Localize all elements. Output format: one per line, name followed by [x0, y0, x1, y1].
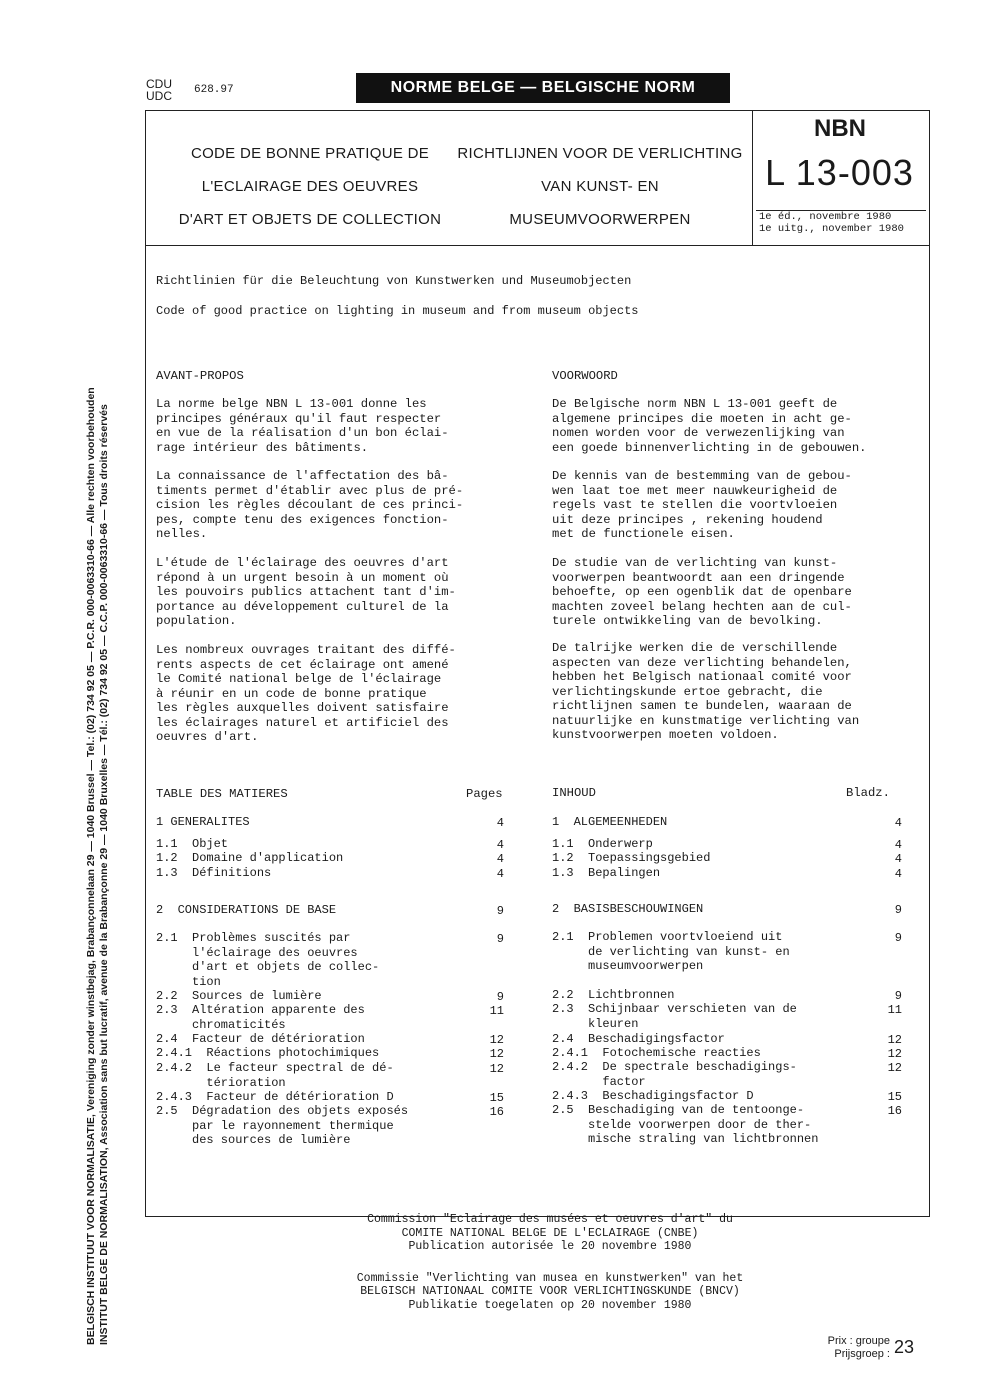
toc-nl-heading: INHOUD: [552, 786, 596, 800]
toc-entry: 2.4 Beschadigingsfactor: [552, 1032, 725, 1046]
toc-entry: 2.1 Problemen voortvloeiend uit de verlichting van kunst- en museumvoorwerpen: [552, 930, 790, 973]
toc-page-number: 4: [894, 852, 902, 866]
foreword-nl-heading: VOORWOORD: [552, 369, 618, 383]
title-de: Richtlinien für die Beleuchtung von Kunstwerken und Museumobjecten: [156, 274, 632, 288]
toc-fr-pages-label: Pages: [466, 787, 503, 801]
toc-entry: 2.4.2 Le facteur spectral de dé- térioration: [156, 1061, 394, 1090]
toc-page-number: 12: [887, 1047, 902, 1061]
foreword-nl-p2: De kennis van de bestemming van de gebou- wen laat toe met meer nauwkeurigheid de regels vast te stellen die voortvloeien uit deze principes , rekening houdend met de functionele eisen.: [552, 469, 852, 541]
toc-entry: 1.1 Onderwerp: [552, 837, 653, 851]
toc-entry: 1.2 Toepassingsgebied: [552, 851, 711, 865]
foreword-fr-p2: La connaissance de l'affectation des bâ- timents permet d'établir avec plus de pré- cision les règles découlant de ces princi- pes, compte tenu des exigences fonction- nelles.: [156, 469, 464, 541]
toc-page-number: 12: [887, 1033, 902, 1047]
toc-entry: 2.4.3 Beschadigingsfactor D: [552, 1089, 754, 1103]
toc-entry: 2.4.2 De spectrale beschadigings- factor: [552, 1060, 797, 1089]
foreword-nl-p4: De talrijke werken die de verschillende aspecten van deze verlichting behandelen, hebben het Belgisch nationaal comité voor verlichtingskunde ertoe gebracht, die richtlijnen samen te bundelen, waaraan de natuurlijke en kunstmatige verlichting van kunstvoorwerpen moeten voldoen.: [552, 641, 860, 742]
toc-page-number: 12: [489, 1047, 504, 1061]
toc-entry: 1.3 Définitions: [156, 866, 272, 880]
foreword-fr-p3: L'étude de l'éclairage des oeuvres d'art répond à un urgent besoin à un moment où les pouvoirs publics attachent tant d'im- portance au développement culturel de la population.: [156, 556, 456, 628]
toc-page-number: 9: [496, 990, 504, 1004]
header-vertical-divider: [752, 111, 753, 245]
toc-page-number: 9: [496, 932, 504, 946]
toc-entry: 2.4.1 Réactions photochimiques: [156, 1046, 380, 1060]
toc-entry: 1.2 Domaine d'application: [156, 851, 344, 865]
title-en: Code of good practice on lighting in museum and from museum objects: [156, 304, 639, 318]
toc-entry: 2.4 Facteur de détérioration: [156, 1032, 365, 1046]
toc-page-number: 11: [887, 1003, 902, 1017]
toc-page-number: 15: [887, 1090, 902, 1104]
toc-entry: 2.5 Beschadiging van de tentoonge- stelde voorwerpen door de ther- mische straling van lichtbronnen: [552, 1103, 819, 1146]
toc-page-number: 9: [496, 904, 504, 918]
toc-entry: 2.2 Lichtbronnen: [552, 988, 675, 1002]
toc-page-number: 12: [489, 1062, 504, 1076]
norm-banner: NORME BELGE — BELGISCHE NORM: [356, 73, 730, 103]
standard-number: L 13-003: [765, 152, 914, 193]
toc-page-number: 16: [887, 1104, 902, 1118]
toc-entry: 2.3 Altération apparente des chromaticités: [156, 1003, 365, 1032]
toc-page-number: 15: [489, 1091, 504, 1105]
toc-entry: 2.2 Sources de lumière: [156, 989, 322, 1003]
cdu-label: CDU UDC: [146, 77, 172, 103]
toc-page-number: 4: [894, 867, 902, 881]
toc-page-number: 4: [894, 838, 902, 852]
edition-nl: 1e uitg., november 1980: [759, 223, 904, 235]
toc-page-number: 12: [489, 1033, 504, 1047]
title-fr: CODE DE BONNE PRATIQUE DE L'ECLAIRAGE DES OEUVRES D'ART ET OBJETS DE COLLECTION: [178, 145, 442, 228]
price-group-value: 23: [894, 1337, 915, 1357]
price-group: Prix : groupe Prijsgroep :: [827, 1335, 890, 1360]
toc-page-number: 11: [489, 1004, 504, 1018]
cdu-number: 628.97: [194, 84, 234, 96]
toc-entry: 2.4.1 Fotochemische reacties: [552, 1046, 761, 1060]
foreword-nl-p3: De studie van de verlichting van kunst- voorwerpen beantwoordt aan een dringende behoefte, op een ogenblik dat de openbare machten zoveel belang hechten aan de cul- turele ontwikkeling van de bevolking.: [552, 556, 852, 628]
other-language-titles: [156, 266, 638, 326]
commission-block: Commission "Eclairage des musées et oeuvres d'art" du COMITE NATIONAL BELGE DE L'ECLAIRAGE (CNBE) Publication autorisée le 20 novembre 1980 Commissie "Verlichting van musea en kunstwerken" van het BELGISCH NATIONAAL COMITE VOOR VERLICHTINGSKUNDE (BNCV) Publikatie toegelaten op 20 november 1980: [356, 1213, 744, 1312]
toc-page-number: 4: [894, 816, 902, 830]
toc-page-number: 9: [894, 931, 902, 945]
toc-entry: 1 GENERALITES: [156, 815, 250, 829]
header-divider: [146, 245, 929, 246]
toc-entry: 1.3 Bepalingen: [552, 866, 661, 880]
toc-nl-pages-label: Bladz.: [846, 786, 890, 800]
toc-page-number: 9: [894, 989, 902, 1003]
toc-fr-heading: TABLE DES MATIERES: [156, 787, 288, 801]
toc-page-number: 16: [489, 1105, 504, 1119]
foreword-fr-p1: La norme belge NBN L 13-001 donne les principes généraux qu'il faut respecter en vue de la réalisation d'un bon éclai- rage intérieur des bâtiments.: [156, 397, 449, 455]
toc-page-number: 9: [894, 903, 902, 917]
toc-entry: 2 CONSIDERATIONS DE BASE: [156, 903, 337, 917]
toc-entry: 2.5 Dégradation des objets exposés par le rayonnement thermique des sources de lumière: [156, 1104, 409, 1147]
toc-page-number: 4: [496, 816, 504, 830]
foreword-nl-p1: De Belgische norm NBN L 13-001 geeft de algemene principes die moeten in acht ge- nomen worden voor de verwezenlijking van een goede binnenverlichting in de gebouwen.: [552, 397, 867, 455]
toc-entry: 1.1 Objet: [156, 837, 229, 851]
publisher-side-text: [85, 105, 111, 1345]
title-nl: RICHTLIJNEN VOOR DE VERLICHTING VAN KUNST- EN MUSEUMVOORWERPEN: [457, 145, 743, 228]
toc-page-number: 4: [496, 838, 504, 852]
toc-page-number: 4: [496, 852, 504, 866]
side-text-nl: BELGISCH INSTITUUT VOOR NORMALISATIE, Vereniging zonder winstbejag, Brabançonnelaan 29 — 1040 Brussel — Tel.: (02) 734 92 05 — P.C.R. 000-0063310-66 — Alle rechten voorbehouden: [85, 387, 97, 1345]
foreword-fr-heading: AVANT-PROPOS: [156, 369, 244, 383]
toc-entry: 1 ALGEMEENHEDEN: [552, 815, 668, 829]
nbn-brand: NBN: [814, 115, 866, 142]
toc-page-number: 12: [887, 1061, 902, 1075]
toc-entry: 2 BASISBESCHOUWINGEN: [552, 902, 704, 916]
foreword-fr-p4: Les nombreux ouvrages traitant des diffé- rents aspects de cet éclairage ont amené le Comité national belge de l'éclairage à réunir en un code de bonne pratique les règles auxquelles doivent satisfaire les éclairages naturel et artificiel des oeuvres d'art.: [156, 643, 456, 744]
edition-fr: 1e éd., novembre 1980: [759, 211, 892, 223]
toc-entry: 2.4.3 Facteur de détérioration D: [156, 1090, 394, 1104]
toc-entry: 2.3 Schijnbaar verschieten van de kleuren: [552, 1002, 797, 1031]
toc-entry: 2.1 Problèmes suscités par l'éclairage des oeuvres d'art et objets de collec- tion: [156, 931, 380, 989]
edition-box: [756, 210, 926, 243]
toc-page-number: 4: [496, 867, 504, 881]
side-text-fr: INSTITUT BELGE DE NORMALISATION, Association sans but lucratif, avenue de la Brabançonne 29 — 1040 Bruxelles — Tél.: (02) 734 92 05 — C.C.P. 000-0063310-66 — Tous droits réservés: [98, 404, 110, 1345]
